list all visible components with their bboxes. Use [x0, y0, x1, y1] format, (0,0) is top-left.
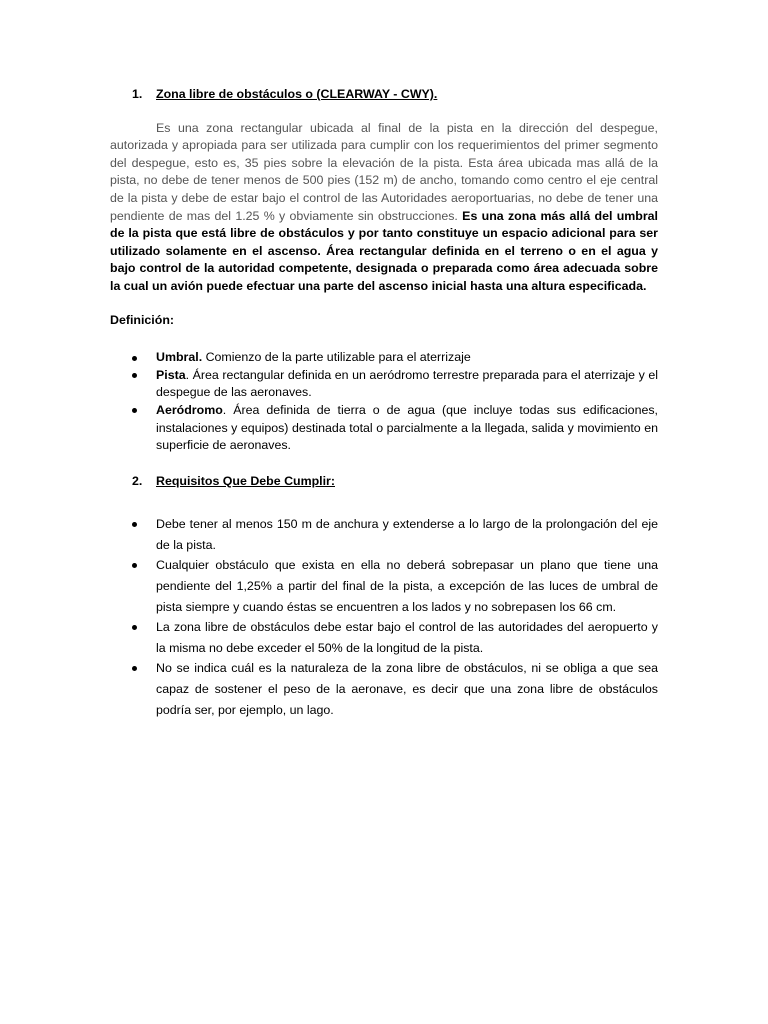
bullet-icon — [110, 367, 156, 385]
requirement-text: La zona libre de obstáculos debe estar bajo el control de las autoridades del aeropuerto y la misma no debe exceder el 50% de la longitud de la pista. — [156, 620, 658, 655]
list-item — [110, 617, 658, 658]
bullet-icon — [110, 617, 156, 638]
section-1-number: 1. — [132, 87, 143, 101]
bullet-icon — [110, 658, 156, 679]
list-item — [110, 402, 658, 455]
bullet-icon — [110, 555, 156, 576]
definition-term: Umbral. — [156, 350, 203, 365]
requirements-list — [110, 514, 658, 720]
paragraph-part-1: Es una zona rectangular ubicada al final de la pista en la dirección del despegue, autorizada y apropiada para ser utilizada para cumplir con los requerimientos del primer segmento del despegue, esto es, 35 pies sobre la elevación de la pista. Esta área ubicada mas allá de la pista, no debe de tener menos de 500 pies (152 m) de ancho, tomando como centro el eje central de la pista y debe de estar bajo el control de las Autoridades aeroportuarias, no debe de tener una pendiente de mas del 1.25 % y obviamente sin obstrucciones. — [110, 120, 658, 223]
section-1-heading — [132, 86, 658, 104]
list-item — [110, 367, 658, 402]
section-2-number: 2. — [132, 473, 143, 488]
list-item — [110, 514, 658, 555]
paragraph-part-2: Es una zona más allá del umbral de la pista que está libre de obstáculos y por tanto constituye un espacio adicional para ser utilizado solamente en el ascenso. Área rectangular definida en el terreno o en el agua y bajo control de la autoridad competente, designada o preparada como área adecuada sobre la cual un avión puede efectuar una parte del ascenso inicial hasta una altura especificada. — [110, 208, 659, 293]
requirement-text: Debe tener al menos 150 m de anchura y extenderse a lo largo de la prolongación del eje de la pista. — [156, 517, 658, 552]
list-item — [110, 349, 658, 367]
requirement-text: No se indica cuál es la naturaleza de la zona libre de obstáculos, ni se obliga a que sea capaz de sostener el peso de la aeronave, es decir que una zona libre de obstáculos podría ser, por ejemplo, un lago. — [156, 661, 658, 717]
definitions-list — [110, 349, 658, 455]
section-2-title: Requisitos Que Debe Cumplir: — [156, 473, 335, 488]
definition-text: Comienzo de la parte utilizable para el aterrizaje — [202, 350, 471, 365]
definition-text: . Área rectangular definida en un aeródromo terrestre preparada para el aterrizaje y el despegue de las aeronaves. — [156, 367, 658, 400]
definition-term: Pista — [156, 367, 186, 382]
bullet-icon — [110, 349, 156, 367]
list-item — [110, 555, 658, 617]
definition-text: . Área definida de tierra o de agua (que incluye todas sus edificaciones, instalaciones y equipos) destinada total o parcialmente a la llegada, salida y movimiento en superficie de aeronaves. — [156, 402, 658, 453]
definition-term: Aeródromo — [156, 402, 223, 417]
section-1-title: Zona libre de obstáculos o (CLEARWAY - CWY). — [156, 87, 438, 101]
definitions-heading: Definición: — [110, 312, 175, 327]
section-2-heading — [132, 473, 658, 491]
bullet-icon — [110, 514, 156, 535]
document-page — [110, 86, 658, 720]
section-1-paragraph — [110, 120, 658, 296]
requirement-text: Cualquier obstáculo que exista en ella no deberá sobrepasar un plano que tiene una pendiente del 1,25% a partir del final de la pista, a excepción de las luces de umbral de pista siempre y cuando éstas se encuentren a los lados y no sobrepasen los 66 cm. — [156, 558, 658, 614]
list-item — [110, 658, 658, 720]
bullet-icon — [110, 402, 156, 420]
